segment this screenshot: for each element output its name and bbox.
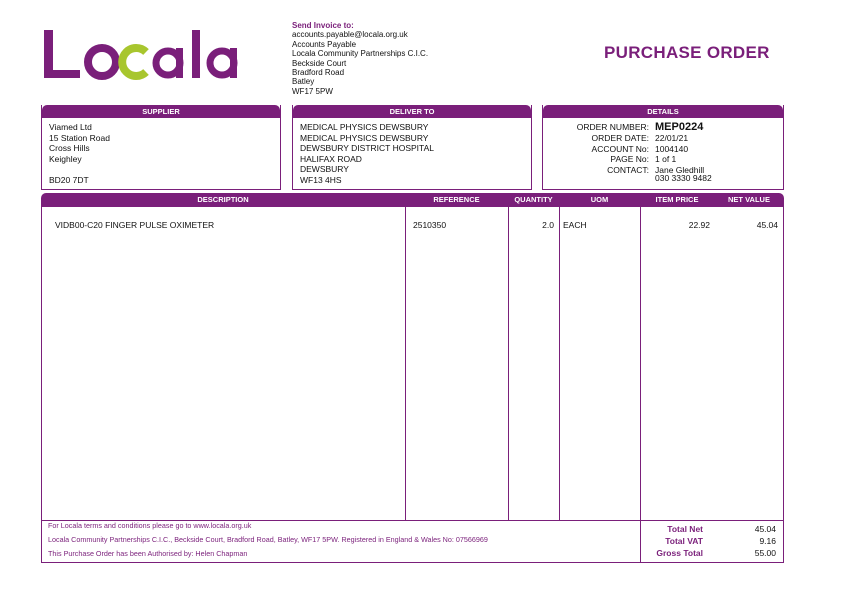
deliver-line: MEDICAL PHYSICS DEWSBURY — [300, 132, 429, 143]
page-title: PURCHASE ORDER — [604, 43, 770, 62]
order-date: 22/01/21 — [655, 133, 689, 143]
contact-label: CONTACT: — [607, 164, 649, 175]
invoice-email[interactable]: accounts.payable@locala.org.uk — [292, 30, 408, 40]
col-description: DESCRIPTION — [197, 195, 249, 204]
total-net-label: Total Net — [667, 524, 703, 534]
order-date-label: ORDER DATE: — [591, 133, 649, 143]
col-net-value: NET VALUE — [728, 195, 770, 204]
invoice-line: Batley — [292, 77, 315, 87]
order-number: MEP0224 — [655, 121, 704, 133]
company-note: Locala Community Partnerships C.I.C., Beckside Court, Bradford Road, Batley, WF17 5PW. Registered in England & Wales No: 07566969 — [48, 535, 488, 544]
table-border — [41, 207, 42, 563]
deliver-line: DEWSBURY DISTRICT HOSPITAL — [300, 143, 434, 153]
terms-note[interactable]: For Locala terms and conditions please go to www.locala.org.uk — [48, 521, 252, 530]
table-bottom-border — [41, 562, 784, 563]
supplier-box — [41, 105, 281, 190]
deliver-to-heading: DELIVER TO — [293, 105, 531, 118]
col-item-price: ITEM PRICE — [655, 195, 699, 204]
invoice-line: Locala Community Partnerships C.I.C. — [292, 49, 429, 59]
total-vat-value: 9.16 — [759, 536, 776, 546]
supplier-heading: SUPPLIER — [42, 105, 280, 118]
deliver-line: DEWSBURY — [300, 164, 349, 174]
deliver-line: MEDICAL PHYSICS DEWSBURY — [300, 122, 429, 132]
details-heading: DETAILS — [543, 105, 783, 118]
item-quantity: 2.0 — [542, 220, 554, 230]
table-border — [783, 207, 784, 563]
locala-logo — [42, 24, 252, 86]
line-items-table — [41, 193, 784, 563]
supplier-line: BD20 7DT — [49, 174, 89, 185]
gross-total-label: Gross Total — [656, 548, 703, 558]
supplier-line: Cross Hills — [49, 143, 90, 153]
send-invoice-block — [292, 21, 472, 96]
order-number-label: ORDER NUMBER: — [576, 122, 649, 132]
item-description: VIDB00-C20 FINGER PULSE OXIMETER — [55, 220, 215, 230]
supplier-line — [49, 164, 273, 175]
details-box — [542, 105, 784, 190]
item-uom: EACH — [563, 220, 587, 230]
gross-total-value: 55.00 — [754, 548, 776, 558]
supplier-line: Viamed Ltd — [49, 122, 92, 132]
col-uom: UOM — [590, 195, 609, 204]
page-label: PAGE No: — [610, 154, 649, 164]
page-number: 1 of 1 — [655, 154, 677, 164]
invoice-line: Beckside Court — [292, 58, 347, 68]
deliver-line: WF13 4HS — [300, 174, 342, 185]
contact-phone: 030 3330 9482 — [655, 173, 712, 183]
item-reference: 2510350 — [413, 220, 447, 230]
col-reference: REFERENCE — [433, 195, 480, 204]
invoice-line: Accounts Payable — [292, 39, 357, 49]
contact-name: Jane Gledhill — [655, 164, 705, 175]
column-divider — [640, 207, 641, 563]
column-divider — [559, 207, 560, 520]
column-divider — [508, 207, 509, 520]
total-vat-label: Total VAT — [665, 536, 703, 546]
deliver-line: HALIFAX ROAD — [300, 153, 362, 164]
invoice-line: WF17 5PW — [292, 86, 333, 96]
item-net-value: 45.04 — [756, 220, 778, 230]
supplier-line: Keighley — [49, 153, 82, 164]
column-divider — [405, 207, 406, 520]
account-number: 1004140 — [655, 143, 689, 154]
col-quantity: QUANTITY — [514, 195, 553, 204]
supplier-line: 15 Station Road — [49, 132, 110, 143]
send-invoice-heading: Send Invoice to: — [292, 21, 354, 30]
deliver-to-box — [292, 105, 532, 190]
invoice-line: Bradford Road — [292, 68, 345, 78]
total-net-value: 45.04 — [754, 524, 776, 534]
authorised-note: This Purchase Order has been Authorised by: Helen Chapman — [48, 549, 248, 558]
item-price: 22.92 — [688, 220, 710, 230]
account-label: ACCOUNT No: — [591, 143, 649, 154]
